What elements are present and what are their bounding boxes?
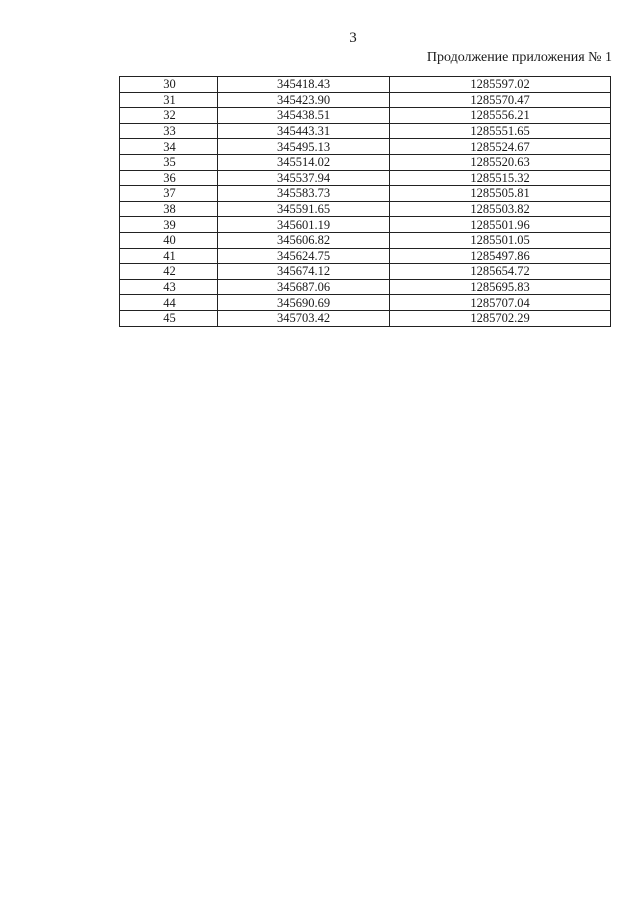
table-row xyxy=(120,77,611,93)
table-row xyxy=(120,123,611,139)
x-coordinate-cell: 345690.69 xyxy=(218,295,390,311)
point-number-cell: 43 xyxy=(120,279,218,295)
point-number-cell: 45 xyxy=(120,310,218,326)
y-coordinate-cell: 1285597.02 xyxy=(390,77,611,93)
x-coordinate-cell: 345674.12 xyxy=(218,264,390,280)
table-row xyxy=(120,139,611,155)
x-coordinate-cell: 345438.51 xyxy=(218,108,390,124)
table-row xyxy=(120,154,611,170)
point-number-cell: 31 xyxy=(120,92,218,108)
y-coordinate-cell: 1285707.04 xyxy=(390,295,611,311)
table-row xyxy=(120,217,611,233)
appendix-continuation-title: Продолжение приложения № 1 xyxy=(426,50,612,65)
y-coordinate-cell: 1285515.32 xyxy=(390,170,611,186)
y-coordinate-cell: 1285497.86 xyxy=(390,248,611,264)
point-number-cell: 35 xyxy=(120,154,218,170)
table-row xyxy=(120,232,611,248)
x-coordinate-cell: 345495.13 xyxy=(218,139,390,155)
x-coordinate-cell: 345591.65 xyxy=(218,201,390,217)
x-coordinate-cell: 345583.73 xyxy=(218,186,390,202)
table-row xyxy=(120,279,611,295)
x-coordinate-cell: 345687.06 xyxy=(218,279,390,295)
y-coordinate-cell: 1285551.65 xyxy=(390,123,611,139)
table-row xyxy=(120,201,611,217)
y-coordinate-cell: 1285654.72 xyxy=(390,264,611,280)
point-number-cell: 37 xyxy=(120,186,218,202)
y-coordinate-cell: 1285505.81 xyxy=(390,186,611,202)
y-coordinate-cell: 1285695.83 xyxy=(390,279,611,295)
y-coordinate-cell: 1285570.47 xyxy=(390,92,611,108)
table-row xyxy=(120,170,611,186)
coordinates-table xyxy=(119,76,611,327)
table-row xyxy=(120,248,611,264)
point-number-cell: 30 xyxy=(120,77,218,93)
table-row xyxy=(120,295,611,311)
x-coordinate-cell: 345537.94 xyxy=(218,170,390,186)
table-row xyxy=(120,108,611,124)
y-coordinate-cell: 1285501.05 xyxy=(390,232,611,248)
y-coordinate-cell: 1285501.96 xyxy=(390,217,611,233)
x-coordinate-cell: 345703.42 xyxy=(218,310,390,326)
point-number-cell: 41 xyxy=(120,248,218,264)
point-number-cell: 40 xyxy=(120,232,218,248)
coordinates-table-body xyxy=(120,77,611,327)
point-number-cell: 42 xyxy=(120,264,218,280)
y-coordinate-cell: 1285556.21 xyxy=(390,108,611,124)
x-coordinate-cell: 345423.90 xyxy=(218,92,390,108)
table-row xyxy=(120,264,611,280)
point-number-cell: 33 xyxy=(120,123,218,139)
y-coordinate-cell: 1285702.29 xyxy=(390,310,611,326)
table-row xyxy=(120,92,611,108)
point-number-cell: 32 xyxy=(120,108,218,124)
page-number: 3 xyxy=(349,30,357,46)
x-coordinate-cell: 345514.02 xyxy=(218,154,390,170)
x-coordinate-cell: 345418.43 xyxy=(218,77,390,93)
point-number-cell: 38 xyxy=(120,201,218,217)
table-row xyxy=(120,310,611,326)
point-number-cell: 44 xyxy=(120,295,218,311)
x-coordinate-cell: 345606.82 xyxy=(218,232,390,248)
point-number-cell: 36 xyxy=(120,170,218,186)
x-coordinate-cell: 345443.31 xyxy=(218,123,390,139)
y-coordinate-cell: 1285503.82 xyxy=(390,201,611,217)
table-row xyxy=(120,186,611,202)
x-coordinate-cell: 345624.75 xyxy=(218,248,390,264)
y-coordinate-cell: 1285524.67 xyxy=(390,139,611,155)
x-coordinate-cell: 345601.19 xyxy=(218,217,390,233)
point-number-cell: 34 xyxy=(120,139,218,155)
y-coordinate-cell: 1285520.63 xyxy=(390,154,611,170)
point-number-cell: 39 xyxy=(120,217,218,233)
